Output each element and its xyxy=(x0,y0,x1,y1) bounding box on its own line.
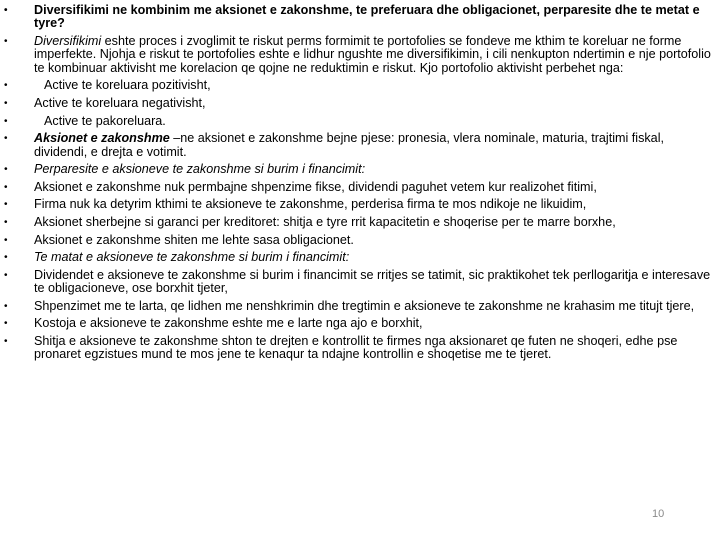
bullet-text: Active te koreluara negativisht, xyxy=(34,96,206,110)
bullet-text: Perparesite e aksioneve te zakonshme si burim i financimit: xyxy=(34,162,366,177)
bullet-text: Active te pakoreluara. xyxy=(44,113,166,128)
bullet-item xyxy=(30,198,712,211)
bullet-item xyxy=(30,251,712,264)
page-number: 10 xyxy=(652,508,665,520)
bullet-item xyxy=(30,269,712,296)
bullet-item xyxy=(30,300,712,313)
bullet-text: Kostoja e aksioneve te zakonshme eshte me e larte nga ajo e borxhit, xyxy=(34,316,423,331)
bullet-term: Aksionet e zakonshme xyxy=(34,131,170,146)
bullet-item xyxy=(30,132,712,159)
bullet-item xyxy=(30,181,712,194)
bullet-item xyxy=(30,335,712,362)
bullet-item xyxy=(30,115,712,128)
bullet-text: Shitja e aksioneve te zakonshme shton te drejten e kontrollit te firmes nga aksionaret qe futen ne shoqeri, edhe pse pronaret egzistues mund te mos jene te kenaqur ta ndajne kontrollin e shoqetise me te tjeret. xyxy=(34,333,678,362)
bullet-text: Firma nuk ka detyrim kthimi te aksioneve te zakonshme, perderisa firma te mos ndikoje ne likuidim, xyxy=(34,197,587,212)
bullet-item xyxy=(30,35,712,75)
bullet-text: Aksionet sherbejne si garanci per kreditoret: shitja e tyre rrit kapacitetin e shoqerise per te marre borxhe, xyxy=(34,214,616,229)
bullet-text: Aksionet e zakonshme shiten me lehte sasa obligacionet. xyxy=(34,232,354,247)
bullet-term: Diversifikimi xyxy=(34,34,102,48)
bullet-text: Active te koreluara pozitivisht, xyxy=(44,78,211,93)
bullet-item xyxy=(30,234,712,247)
bullet-item xyxy=(30,216,712,229)
bullet-list xyxy=(30,4,712,366)
bullet-text: Te matat e aksioneve te zakonshme si burim i financimit: xyxy=(34,250,350,265)
bullet-item xyxy=(30,317,712,330)
bullet-item xyxy=(30,4,712,31)
bullet-text: Aksionet e zakonshme nuk permbajne shpenzime fikse, dividendi paguhet vetem kur realizohet fitimi, xyxy=(34,179,597,194)
bullet-text: –ne aksionet e zakonshme bejne pjese: pronesia, vlera nominale, maturia, trajtimi fiskal, dividendi, e drejta e votimit. xyxy=(34,131,664,159)
bullet-text: Dividendet e aksioneve te zakonshme si burim i financimit se rritjes se tatimit, sic praktikohet tek perllogaritja e interesave te obligacioneve, ose borxhit tjeter, xyxy=(34,267,711,296)
bullet-item xyxy=(30,79,712,92)
bullet-text: eshte proces i zvoglimit te riskut perms formimit te portofolies se fondeve me kthim te koreluar ne forme imperfekte. Njohja e riskut te portofolies eshte e lidhur ngushte me diversifikimin, i cili nenkupton ndertimin e nje portofolio te kombinuar aktivisht me korelacion qe qojne ne reduktimin e riskut. Kjo portofolio aktivisht perbehet nga: xyxy=(34,34,711,75)
bullet-item xyxy=(30,97,712,110)
bullet-item xyxy=(30,163,712,176)
bullet-text: Shpenzimet me te larta, qe lidhen me nenshkrimin dhe tregtimin e aksioneve te zakonshme ne krahasim me titujt tjere, xyxy=(34,298,695,313)
bullet-text: Diversifikimi ne kombinim me aksionet e zakonshme, te preferuara dhe obligacionet, perparesite dhe te metat e tyre? xyxy=(34,3,700,31)
